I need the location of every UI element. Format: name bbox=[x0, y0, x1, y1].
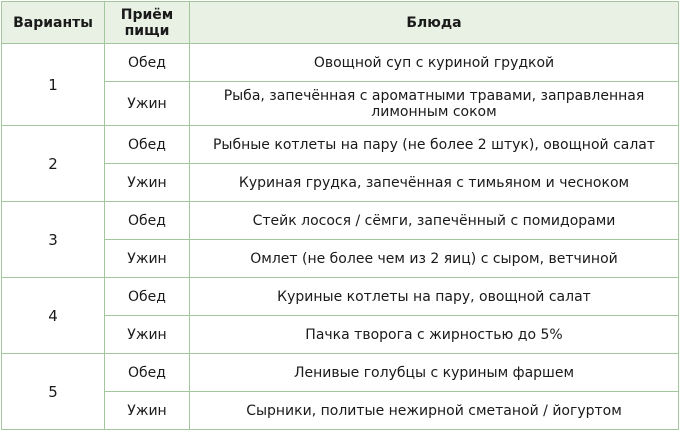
table-row bbox=[2, 354, 679, 392]
meal-label: Обед bbox=[105, 354, 190, 392]
dish-cell: Ленивые голубцы с куриным фаршем bbox=[190, 354, 679, 392]
dish-cell: Куриная грудка, запечённая с тимьяном и чесноком bbox=[190, 164, 679, 202]
meal-label: Ужин bbox=[105, 316, 190, 354]
table-row bbox=[2, 202, 679, 240]
header-variants: Варианты bbox=[2, 2, 105, 44]
table-row bbox=[2, 126, 679, 164]
dish-cell: Омлет (не более чем из 2 яиц) с сыром, ветчиной bbox=[190, 240, 679, 278]
meal-label: Обед bbox=[105, 126, 190, 164]
meal-label: Обед bbox=[105, 202, 190, 240]
variant-number: 4 bbox=[2, 278, 105, 354]
dish-cell: Овощной суп с куриной грудкой bbox=[190, 44, 679, 82]
header-meal: Приём пищи bbox=[105, 2, 190, 44]
header-dishes: Блюда bbox=[190, 2, 679, 44]
variant-number: 1 bbox=[2, 44, 105, 126]
variant-number: 5 bbox=[2, 354, 105, 430]
dish-cell: Сырники, политые нежирной сметаной / йогуртом bbox=[190, 392, 679, 430]
meal-label: Ужин bbox=[105, 392, 190, 430]
table-row bbox=[2, 44, 679, 82]
variant-number: 2 bbox=[2, 126, 105, 202]
dish-cell: Пачка творога с жирностью до 5% bbox=[190, 316, 679, 354]
table-row bbox=[2, 278, 679, 316]
meal-label: Обед bbox=[105, 44, 190, 82]
dish-cell: Стейк лосося / сёмги, запечённый с помидорами bbox=[190, 202, 679, 240]
meal-label: Ужин bbox=[105, 164, 190, 202]
meal-plan-table bbox=[1, 1, 679, 430]
header-row bbox=[2, 2, 679, 44]
dish-cell: Рыба, запечённая с ароматными травами, заправленная лимонным соком bbox=[190, 82, 679, 126]
variant-number: 3 bbox=[2, 202, 105, 278]
meal-label: Обед bbox=[105, 278, 190, 316]
meal-label: Ужин bbox=[105, 82, 190, 126]
meal-label: Ужин bbox=[105, 240, 190, 278]
dish-cell: Рыбные котлеты на пару (не более 2 штук), овощной салат bbox=[190, 126, 679, 164]
dish-cell: Куриные котлеты на пару, овощной салат bbox=[190, 278, 679, 316]
